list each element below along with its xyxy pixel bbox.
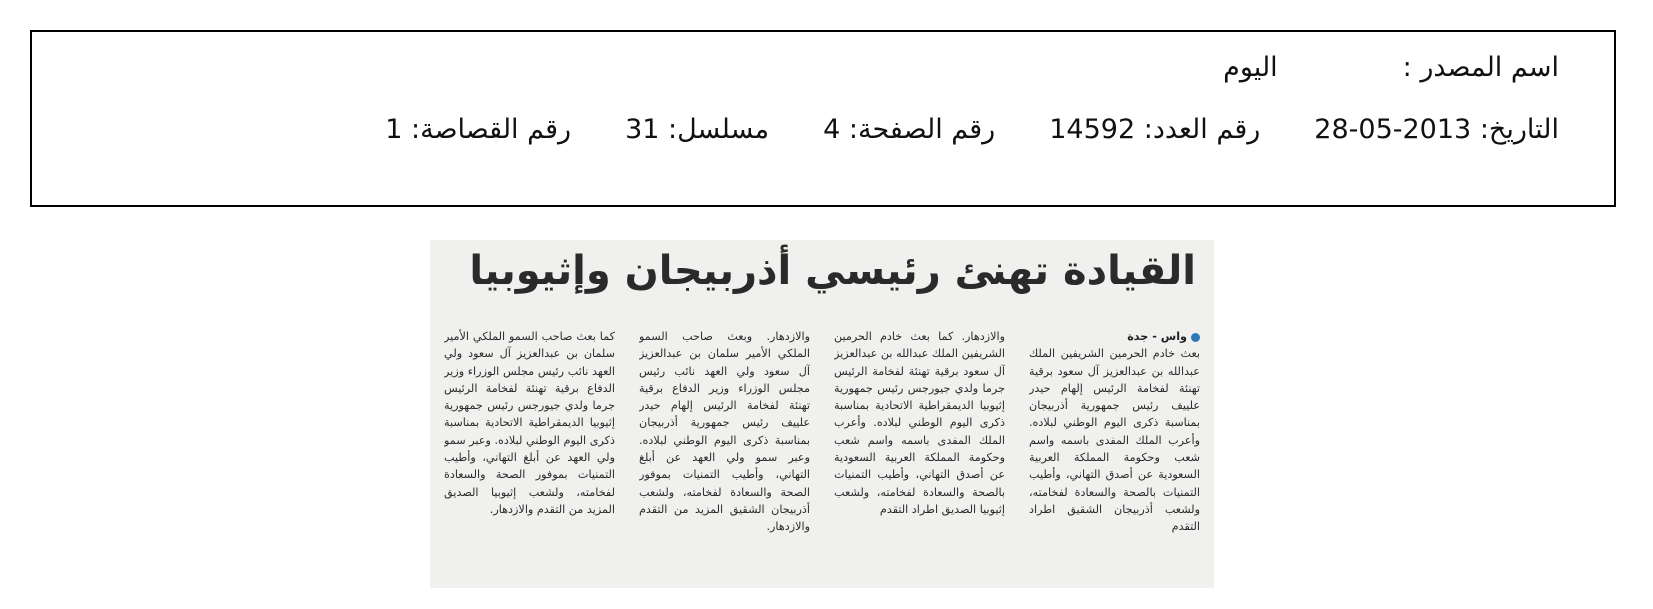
column-1-text: بعث خادم الحرمين الشريفين الملك عبدالله بن عبدالعزيز آل سعود برقية تهنئة لفخامة الرئيس إلهام حيدر علييف رئيس جمهورية أذربيجان بمناسبة ذكرى اليوم الوطني لبلاده. وأعرب الملك المفدى باسمه واسم شعب وحكومة المملكة العربية السعودية عن أصدق التهاني، وأطيب التمنيات بالصحة والسعادة لفخامته، ولشعب أذربيجان الشقيق اطراد التقدم	[1029, 347, 1200, 534]
source-value: اليوم	[1223, 52, 1278, 83]
serial-value: 31	[625, 114, 660, 145]
column-4-text: كما بعث صاحب السمو الملكي الأمير سلمان بن عبدالعزيز آل سعود ولي العهد نائب رئيس مجلس الوزراء وزير الدفاع برقية تهنئة لفخامة الرئيس جرما ولدي جيورجس رئيس جمهورية إثيوبيا الديمقراطية الاتحادية بمناسبة ذكرى اليوم الوطني لبلاده. وعبر سمو ولي العهد عن أبلغ التهاني، وأطيب التمنيات بموفور الصحة والسعادة لفخامته، ولشعب إثيوبيا الصديق المزيد من التقدم والازدهار.	[444, 330, 615, 516]
date-label: التاريخ:	[1479, 114, 1559, 145]
page-value: 4	[823, 114, 841, 145]
article-column-1	[1029, 328, 1200, 578]
article-byline: واس - جدة	[1127, 330, 1187, 343]
article-body	[444, 328, 1200, 578]
clipping-label: رقم القصاصة:	[411, 114, 572, 145]
source-label: اسم المصدر :	[1402, 52, 1559, 83]
clipping-value: 1	[385, 114, 403, 145]
issue-value: 14592	[1049, 114, 1136, 145]
byline-bullet-icon	[1191, 333, 1200, 342]
source-info-box	[30, 30, 1616, 207]
column-3-text: والازدهار. وبعث صاحب السمو الملكي الأمير سلمان بن عبدالعزيز آل سعود ولي العهد نائب رئيس مجلس الوزراء وزير الدفاع برقية تهنئة لفخامة الرئيس إلهام حيدر علييف رئيس جمهورية أذربيجان بمناسبة ذكرى اليوم الوطني لبلاده. وعبر سمو ولي العهد عن أبلغ التهاني، وأطيب التمنيات بموفور الصحة والسعادة لفخامته، ولشعب أذربيجان الشقيق المزيد من التقدم والازدهار.	[639, 330, 810, 534]
meta-line	[385, 114, 1559, 145]
article-column-4	[444, 328, 615, 578]
article-column-2	[834, 328, 1005, 578]
newspaper-clipping	[430, 240, 1214, 588]
article-headline: القيادة تهنئ رئيسي أذربيجان وإثيوبيا	[469, 248, 1196, 294]
column-2-text: والازدهار. كما بعث خادم الحرمين الشريفين الملك عبدالله بن عبدالعزيز آل سعود برقية تهنئة لفخامة الرئيس جرما ولدي جيورجس رئيس جمهورية إثيوبيا الديمقراطية الاتحادية بمناسبة ذكرى اليوم الوطني لبلاده. وأعرب الملك المفدى باسمه واسم شعب وحكومة المملكة العربية السعودية عن أصدق التهاني، وأطيب التمنيات بالصحة والسعادة لفخامته، ولشعب إثيوبيا الصديق اطراد التقدم	[834, 330, 1005, 516]
serial-label: مسلسل:	[668, 114, 770, 145]
issue-label: رقم العدد:	[1143, 114, 1261, 145]
article-column-3	[639, 328, 810, 578]
source-line	[1223, 52, 1559, 83]
page-label: رقم الصفحة:	[848, 114, 996, 145]
date-value: 2013-05-28	[1314, 114, 1472, 145]
